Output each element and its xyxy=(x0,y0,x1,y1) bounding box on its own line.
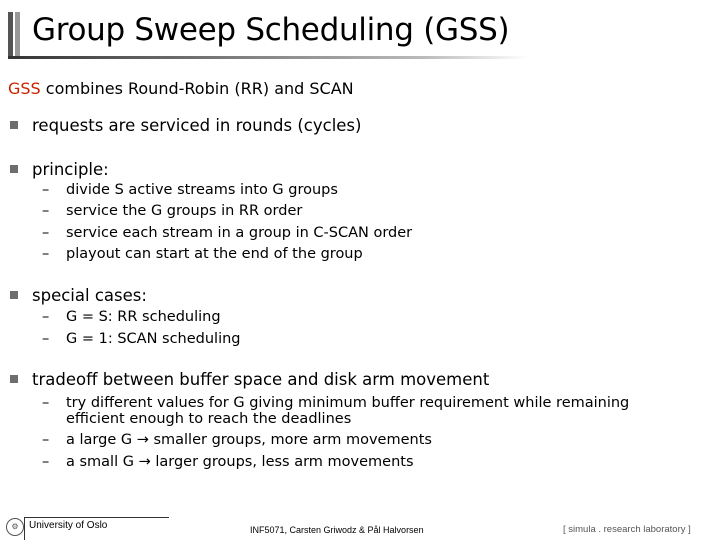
sub-item xyxy=(42,180,338,202)
sub-item-continuation xyxy=(66,409,351,431)
course-credit: INF5071, Carsten Griwodz & Pål Halvorsen xyxy=(250,525,424,535)
bullet-text: principle: xyxy=(32,160,109,179)
dash-icon: – xyxy=(42,203,50,219)
dash-icon: – xyxy=(42,309,50,325)
sub-item xyxy=(42,452,414,474)
dash-icon: – xyxy=(42,225,50,241)
dash-icon: – xyxy=(42,454,50,470)
university-seal-icon: ⚙ xyxy=(6,518,24,536)
sub-item-text: a large G xyxy=(66,432,133,448)
sub-item-text: smaller groups, more arm movements xyxy=(153,432,432,448)
sub-item-text: try different values for G giving minimum buffer requirement while remaining xyxy=(66,395,630,411)
sub-item xyxy=(42,307,221,329)
sub-item-text: efficient enough to reach the deadlines xyxy=(66,411,352,427)
bullet-text: special cases: xyxy=(32,286,147,305)
arrow-right-icon: → xyxy=(138,454,151,470)
sub-item-text: G = 1: SCAN scheduling xyxy=(66,331,241,347)
sub-item xyxy=(42,223,412,245)
dash-icon: – xyxy=(42,182,50,198)
sub-item-text: playout can start at the end of the group xyxy=(66,246,363,262)
sub-item xyxy=(42,329,241,351)
title-accent-bar xyxy=(8,12,20,56)
intro-line xyxy=(8,79,354,99)
lab-logo: [ simula . research laboratory ] xyxy=(563,524,691,535)
square-bullet-icon xyxy=(10,121,18,129)
sub-item xyxy=(42,201,302,223)
bullet-rounds xyxy=(10,115,361,137)
university-name: University of Oslo xyxy=(24,517,169,540)
sub-item-text: a small G xyxy=(66,454,134,470)
slide-title: Group Sweep Scheduling (GSS) xyxy=(32,12,510,48)
intro-highlight: GSS xyxy=(8,79,41,98)
sub-item-text: service each stream in a group in C-SCAN order xyxy=(66,225,413,241)
dash-icon: – xyxy=(42,331,50,347)
sub-item-text: G = S: RR scheduling xyxy=(66,309,221,325)
bullet-text: requests are serviced in rounds (cycles) xyxy=(32,116,362,135)
bullet-tradeoff xyxy=(10,369,489,391)
sub-item xyxy=(42,430,432,452)
square-bullet-icon xyxy=(10,291,18,299)
arrow-right-icon: → xyxy=(136,432,149,448)
bullet-special-cases xyxy=(10,285,147,307)
bullet-text: tradeoff between buffer space and disk arm movement xyxy=(32,370,490,389)
bullet-principle xyxy=(10,159,109,181)
square-bullet-icon xyxy=(10,375,18,383)
intro-text: combines Round-Robin (RR) and SCAN xyxy=(40,79,354,98)
sub-item-text: divide S active streams into G groups xyxy=(66,182,338,198)
sub-item-text: service the G groups in RR order xyxy=(66,203,303,219)
square-bullet-icon xyxy=(10,165,18,173)
dash-icon: – xyxy=(42,432,50,448)
dash-icon: – xyxy=(42,246,50,262)
sub-item-text: larger groups, less arm movements xyxy=(155,454,414,470)
sub-item xyxy=(42,244,363,266)
dash-icon: – xyxy=(42,395,50,411)
title-underline xyxy=(8,56,528,59)
